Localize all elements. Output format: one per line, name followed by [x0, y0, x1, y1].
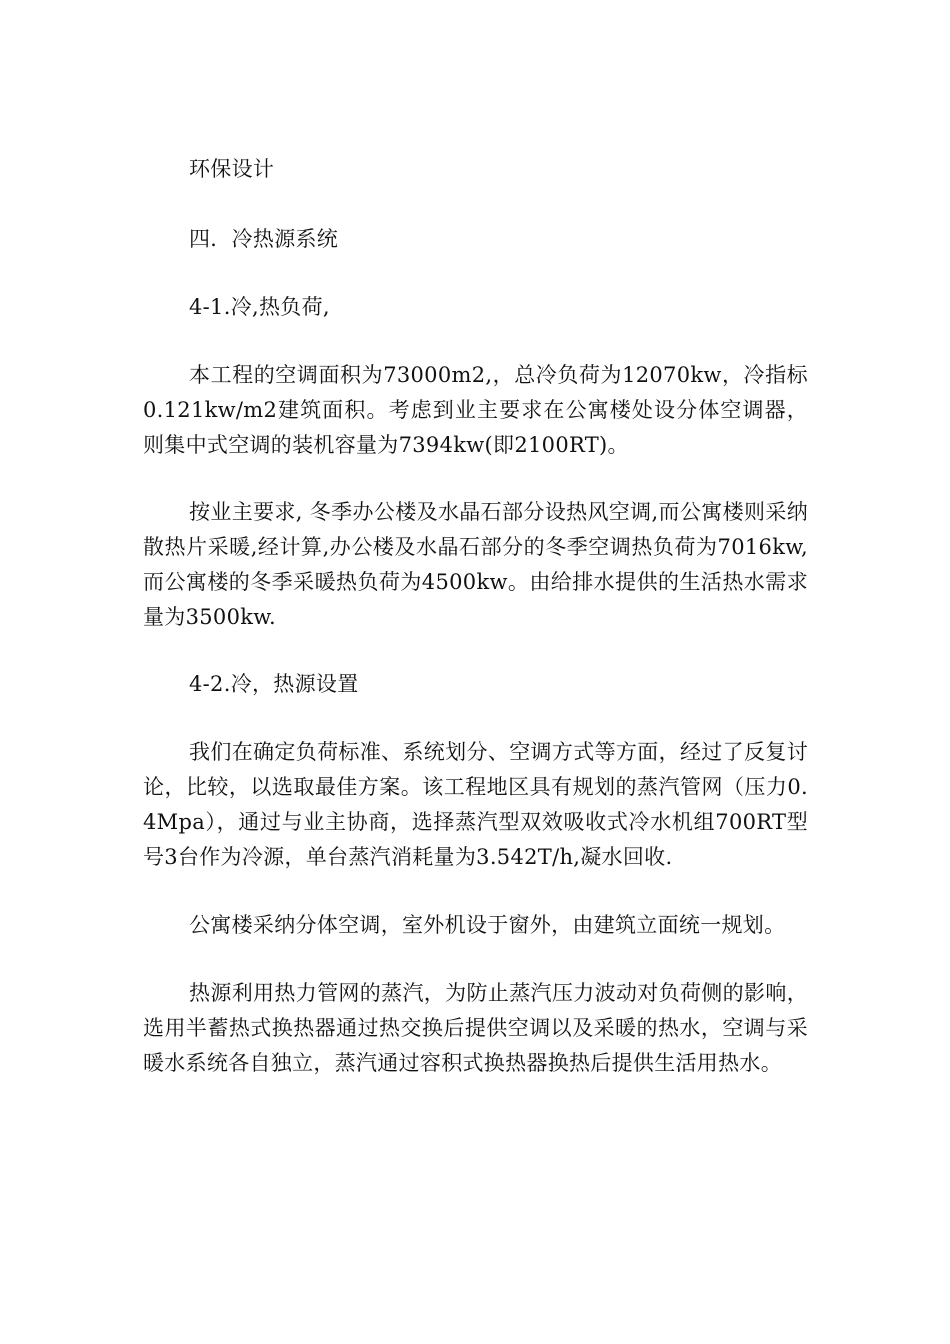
section-heading-heat-cold-source: 四．冷热源系统 — [189, 227, 339, 251]
heading-env-design: 环保设计 — [189, 157, 275, 181]
subsection-heading-4-1: 4-1.冷,热负荷, — [189, 295, 330, 319]
subsection-heading-4-2: 4-2.冷，热源设置 — [189, 672, 359, 696]
paragraph-heat-source: 热源利用热力管网的蒸汽，为防止蒸汽压力波动对负荷侧的影响，选用半蓄热式换热器通过热交换后提供空调以及采暖的热水，空调与采暖水系统各自独立，蒸汽通过容积式换热器换热后提供生活用热水。 — [143, 981, 808, 1075]
paragraph-heating-load: 按业主要求, 冬季办公楼及水晶石部分设热风空调,而公寓楼则采纳散热片采暖,经计算,办公楼及水晶石部分的冬季空调热负荷为7016kw,而公寓楼的冬季采暖热负荷为4500kw。由给排水提供的生活热水需求量为3500kw. — [143, 500, 808, 629]
paragraph-chiller-selection: 我们在确定负荷标准、系统划分、空调方式等方面，经过了反复讨论，比较，以选取最佳方案。该工程地区具有规划的蒸汽管网（压力0.4Mpa），通过与业主协商，选择蒸汽型双效吸收式冷水机组700RT型号3台作为冷源，单台蒸汽消耗量为3.542T/h,凝水回收. — [143, 740, 808, 869]
paragraph-cooling-load: 本工程的空调面积为73000m2,，总冷负荷为12070kw，冷指标0.121kw/m2建筑面积。考虑到业主要求在公寓楼处设分体空调器，则集中式空调的装机容量为7394kw(即2100RT)。 — [143, 363, 808, 457]
paragraph-apartment-split-ac: 公寓楼采纳分体空调，室外机设于窗外，由建筑立面统一规划。 — [189, 913, 786, 937]
document-body — [143, 152, 808, 1081]
